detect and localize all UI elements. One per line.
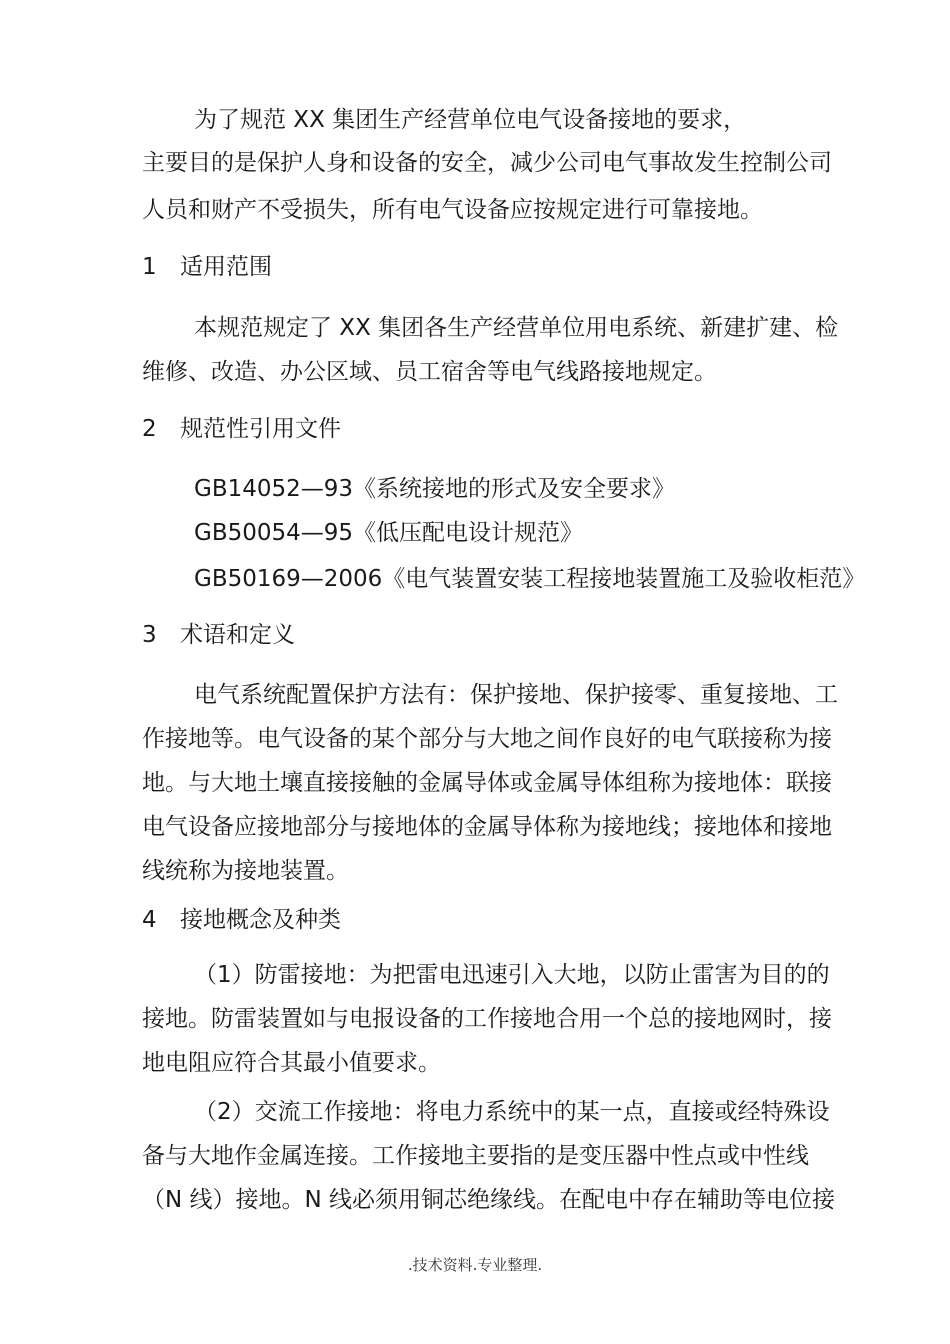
section-3-line-5: 线统称为接地装置。 <box>142 858 349 884</box>
reference-gb50169: GB50169—2006《电气装置安装工程接地装置施工及验收柜范》 <box>194 566 866 592</box>
section-2-title: 规范性引用文件 <box>180 416 341 442</box>
section-4-line-3: 地电阻应符合其最小值要求。 <box>142 1050 441 1076</box>
section-3-number: 3 <box>142 622 157 648</box>
section-1-line-2: 维修、改造、办公区域、员工宿舍等电气线路接地规定。 <box>142 359 717 385</box>
section-3-heading <box>142 620 295 650</box>
section-2-heading <box>142 414 341 444</box>
section-4-line-5: 备与大地作金属连接。工作接地主要指的是变压器中性点或中性线 <box>142 1143 809 1169</box>
intro-line-1: 为了规范 XX 集团生产经营单位电气设备接地的要求， <box>194 107 747 133</box>
section-4-line-2: 接地。防雷装置如与电报设备的工作接地合用一个总的接地网时，接 <box>142 1006 832 1032</box>
section-4-number: 4 <box>142 907 157 933</box>
section-3-line-3: 地。与大地土壤直接接触的金属导体或金属导体组称为接地体：联接 <box>142 770 832 796</box>
reference-gb50054: GB50054—95《低压配电设计规范》 <box>194 520 584 546</box>
section-1-number: 1 <box>142 254 157 280</box>
page-footer: .技术资料.专业整理. <box>407 1256 543 1274</box>
section-3-title: 术语和定义 <box>180 622 295 648</box>
section-1-title: 适用范围 <box>180 254 272 280</box>
section-2-number: 2 <box>142 416 157 442</box>
section-3-line-4: 电气设备应接地部分与接地体的金属导体称为接地线；接地体和接地 <box>142 814 832 840</box>
reference-gb14052: GB14052—93《系统接地的形式及安全要求》 <box>194 476 676 502</box>
intro-line-2: 主要目的是保护人身和设备的安全，减少公司电气事故发生控制公司 <box>142 150 832 176</box>
intro-line-3: 人员和财产不受损失，所有电气设备应按规定进行可靠接地。 <box>142 197 763 223</box>
section-4-line-6: （N 线）接地。N 线必须用铜芯绝缘线。在配电中存在辅助等电位接 <box>142 1187 836 1213</box>
section-4-line-1: （1）防雷接地：为把雷电迅速引入大地，以防止雷害为目的的 <box>194 962 830 988</box>
section-4-line-4: （2）交流工作接地：将电力系统中的某一点，直接或经特殊设 <box>194 1099 830 1125</box>
section-1-line-1: 本规范规定了 XX 集团各生产经营单位用电系统、新建扩建、检 <box>194 315 839 341</box>
section-4-heading <box>142 905 341 935</box>
section-3-line-1: 电气系统配置保护方法有：保护接地、保护接零、重复接地、工 <box>194 682 838 708</box>
section-1-heading <box>142 252 272 282</box>
section-4-title: 接地概念及种类 <box>180 907 341 933</box>
section-3-line-2: 作接地等。电气设备的某个部分与大地之间作良好的电气联接称为接 <box>142 726 832 752</box>
